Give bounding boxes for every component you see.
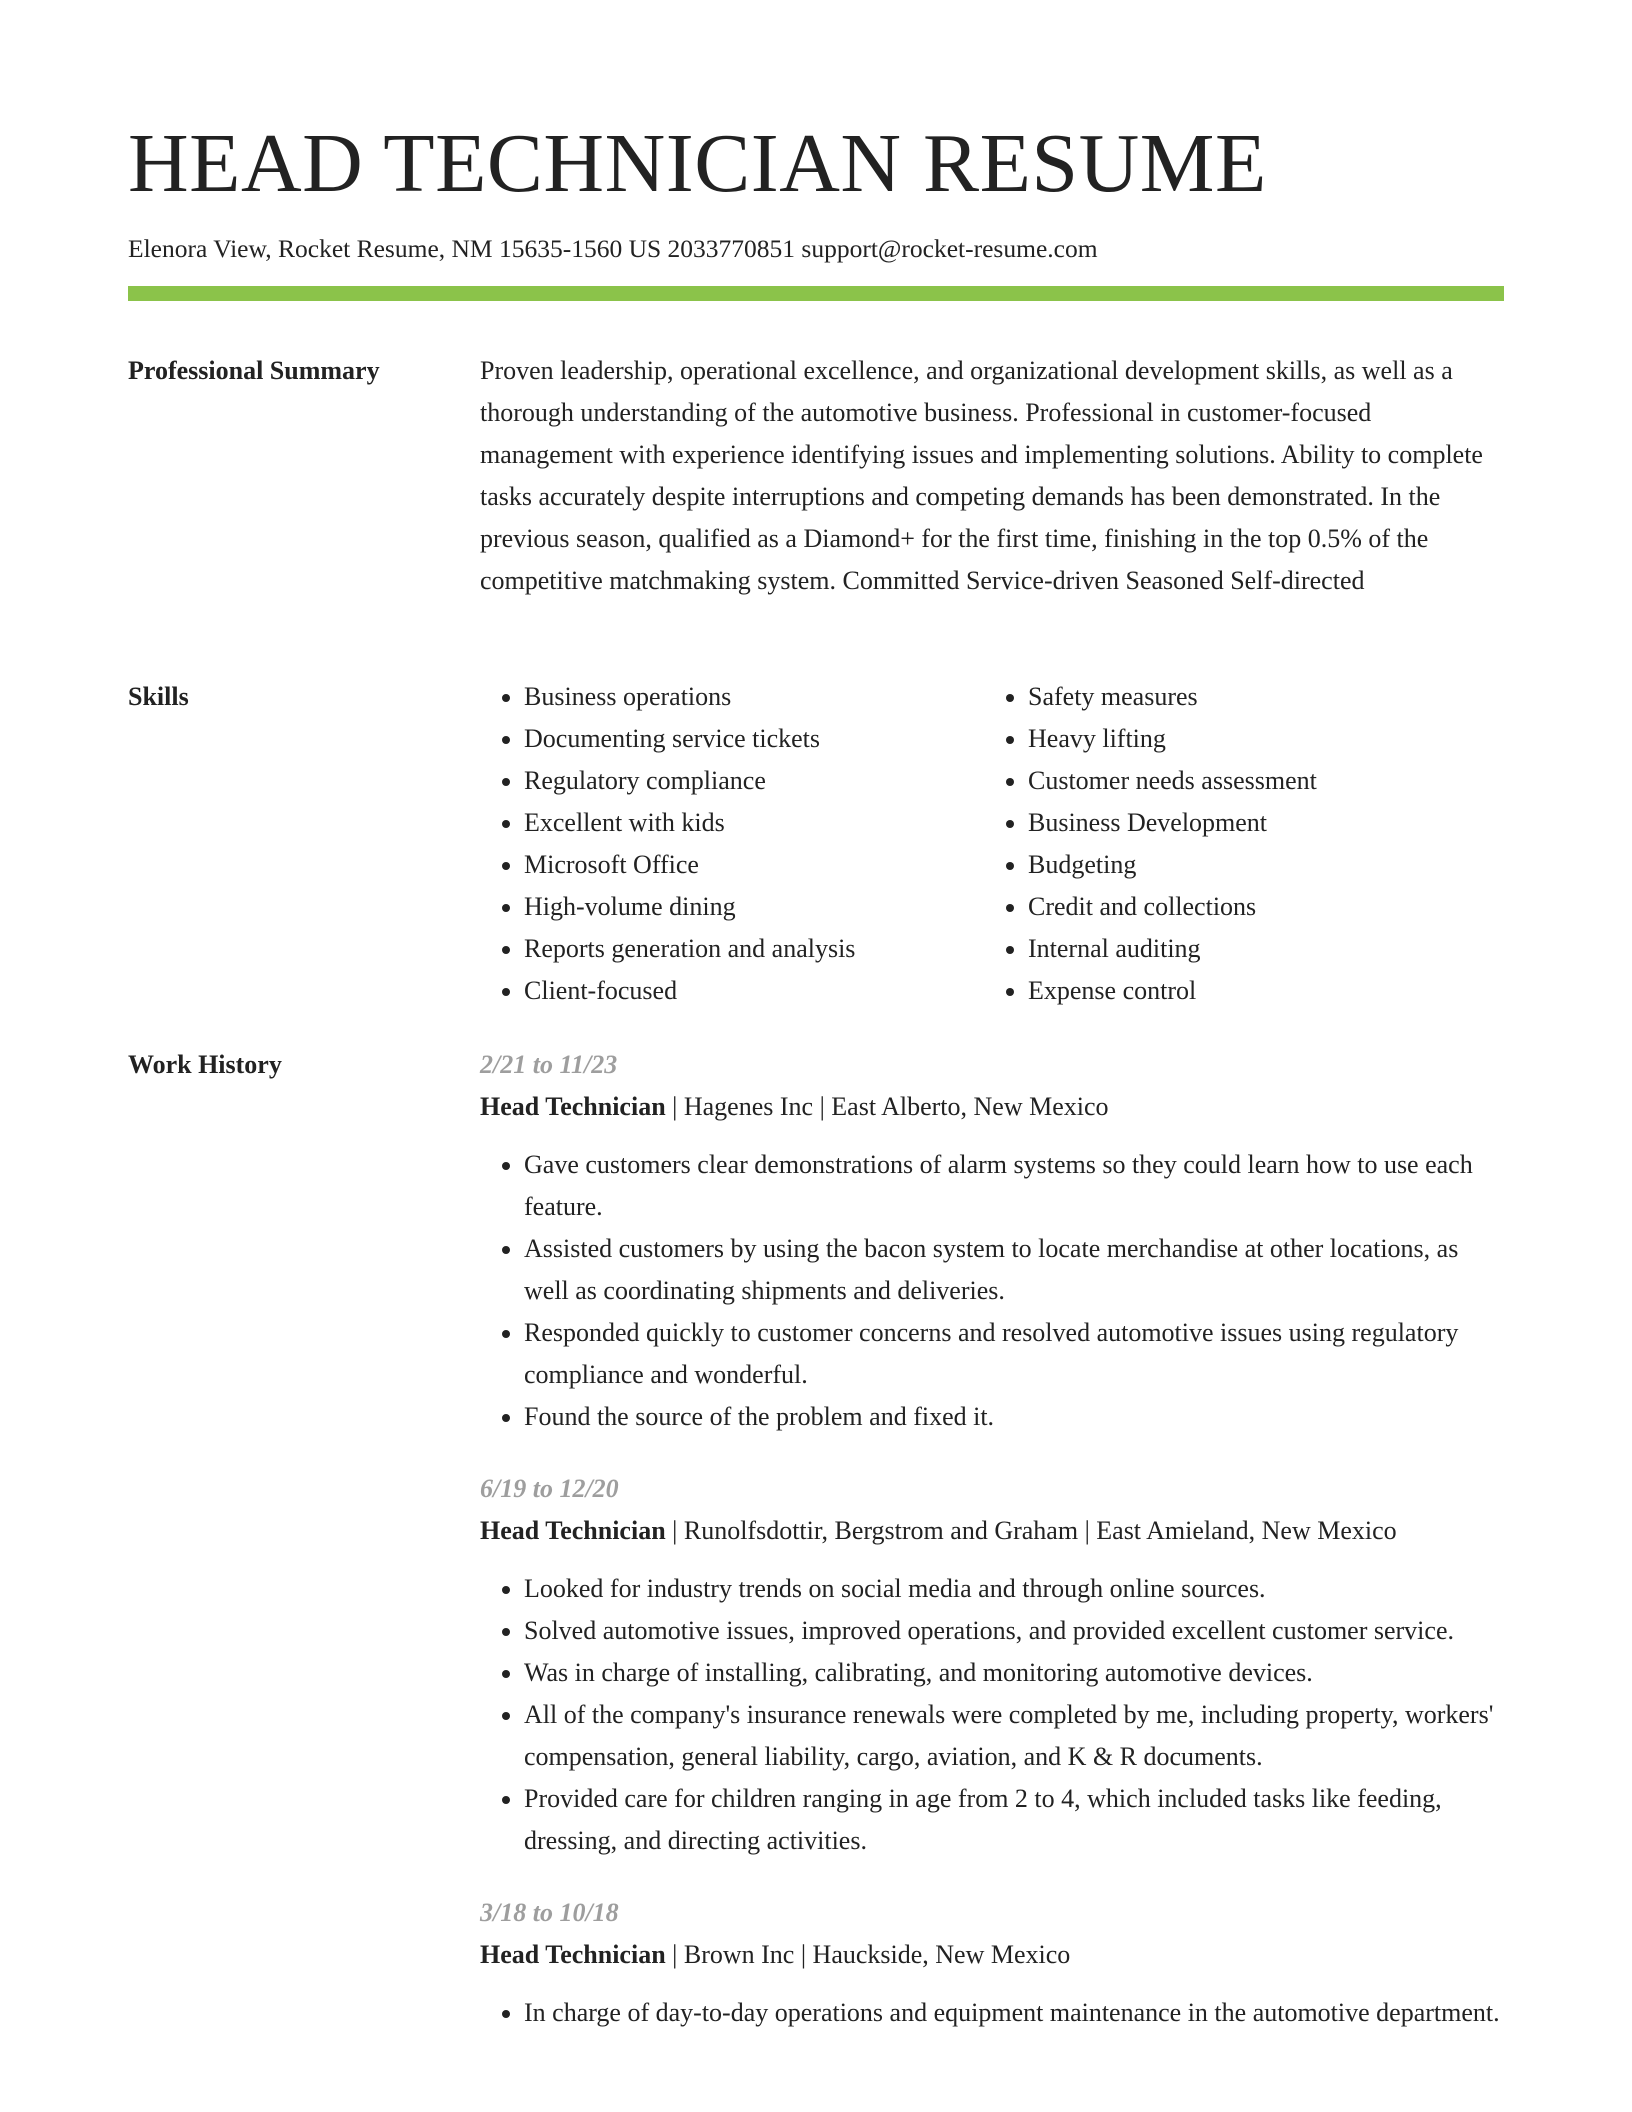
job-employer-location: | Hagenes Inc | East Alberto, New Mexico xyxy=(665,1092,1109,1121)
job-title: Head Technician xyxy=(480,1092,666,1121)
job-bullet: • Solved automotive issues, improved operations, and provided excellent customer service. xyxy=(524,1610,1504,1652)
skill-item: • Business operations xyxy=(524,676,984,718)
job-bullet: • Gave customers clear demonstrations of alarm systems so they could learn how to use each feature. xyxy=(524,1144,1504,1228)
header-accent-rule xyxy=(128,286,1504,301)
job-entry xyxy=(480,1044,1504,1438)
resume-title: HEAD TECHNICIAN RESUME xyxy=(128,117,1267,210)
job-responsibilities xyxy=(480,1144,1504,1438)
job-dates: 2/21 to 11/23 xyxy=(480,1050,618,1079)
job-bullet: • Looked for industry trends on social media and through online sources. xyxy=(524,1568,1504,1610)
job-entry xyxy=(480,1468,1504,1862)
skill-item: • Regulatory compliance xyxy=(524,760,984,802)
skill-item: • High-volume dining xyxy=(524,886,984,928)
job-dates: 6/19 to 12/20 xyxy=(480,1474,619,1503)
job-entry xyxy=(480,1892,1504,2034)
job-responsibilities xyxy=(480,1992,1504,2034)
job-bullet: • Found the source of the problem and fixed it. xyxy=(524,1396,1504,1438)
skill-item: • Safety measures xyxy=(1028,676,1488,718)
work-history-label: Work History xyxy=(128,1050,282,1079)
work-history-body xyxy=(480,1044,1504,2064)
job-dates: 3/18 to 10/18 xyxy=(480,1898,619,1927)
job-bullet: • Provided care for children ranging in age from 2 to 4, which included tasks like feeding, dressing, and directing activities. xyxy=(524,1778,1504,1862)
skill-item: • Reports generation and analysis xyxy=(524,928,984,970)
skills-body xyxy=(480,676,1504,1012)
job-title: Head Technician xyxy=(480,1516,666,1545)
job-title: Head Technician xyxy=(480,1940,666,1969)
job-bullet: • Assisted customers by using the bacon system to locate merchandise at other locations, as well as coordinating shipments and deliveries. xyxy=(524,1228,1504,1312)
summary-label: Professional Summary xyxy=(128,356,380,385)
skill-item: • Internal auditing xyxy=(1028,928,1488,970)
skills-list-left xyxy=(480,676,984,1012)
contact-line: Elenora View, Rocket Resume, NM 15635-1560 US 2033770851 support@rocket-resume.com xyxy=(128,234,1098,263)
job-bullet: • All of the company's insurance renewals were completed by me, including property, workers' compensation, general liability, cargo, aviation, and K & R documents. xyxy=(524,1694,1504,1778)
job-responsibilities xyxy=(480,1568,1504,1862)
job-bullet: • Responded quickly to customer concerns and resolved automotive issues using regulatory compliance and wonderful. xyxy=(524,1312,1504,1396)
skill-item: • Excellent with kids xyxy=(524,802,984,844)
skill-item: • Credit and collections xyxy=(1028,886,1488,928)
skill-item: • Budgeting xyxy=(1028,844,1488,886)
skills-list-right xyxy=(984,676,1488,1012)
job-employer-location: | Brown Inc | Hauckside, New Mexico xyxy=(665,1940,1071,1969)
summary-body xyxy=(480,350,1504,602)
skill-item: • Business Development xyxy=(1028,802,1488,844)
job-heading xyxy=(480,1934,1504,1976)
job-bullet: • In charge of day-to-day operations and equipment maintenance in the automotive department. xyxy=(524,1992,1504,2034)
skill-item: • Expense control xyxy=(1028,970,1488,1012)
job-heading xyxy=(480,1086,1504,1128)
skill-item: • Customer needs assessment xyxy=(1028,760,1488,802)
skill-item: • Documenting service tickets xyxy=(524,718,984,760)
job-heading xyxy=(480,1510,1504,1552)
skills-label: Skills xyxy=(128,682,189,711)
skill-item: • Microsoft Office xyxy=(524,844,984,886)
job-bullet: • Was in charge of installing, calibrating, and monitoring automotive devices. xyxy=(524,1652,1504,1694)
summary-text: Proven leadership, operational excellence, and organizational development skills, as well as a thorough understanding of the automotive business. Professional in customer-focused management with experience identifying issues and implementing solutions. Ability to complete tasks accurately despite interruptions and competing demands has been demonstrated. In the previous season, qualified as a Diamond+ for the first time, finishing in the top 0.5% of the competitive matchmaking system. Committed Service-driven Seasoned Self-directed xyxy=(480,356,1483,595)
skill-item: • Client-focused xyxy=(524,970,984,1012)
job-employer-location: | Runolfsdottir, Bergstrom and Graham | East Amieland, New Mexico xyxy=(665,1516,1397,1545)
skill-item: • Heavy lifting xyxy=(1028,718,1488,760)
